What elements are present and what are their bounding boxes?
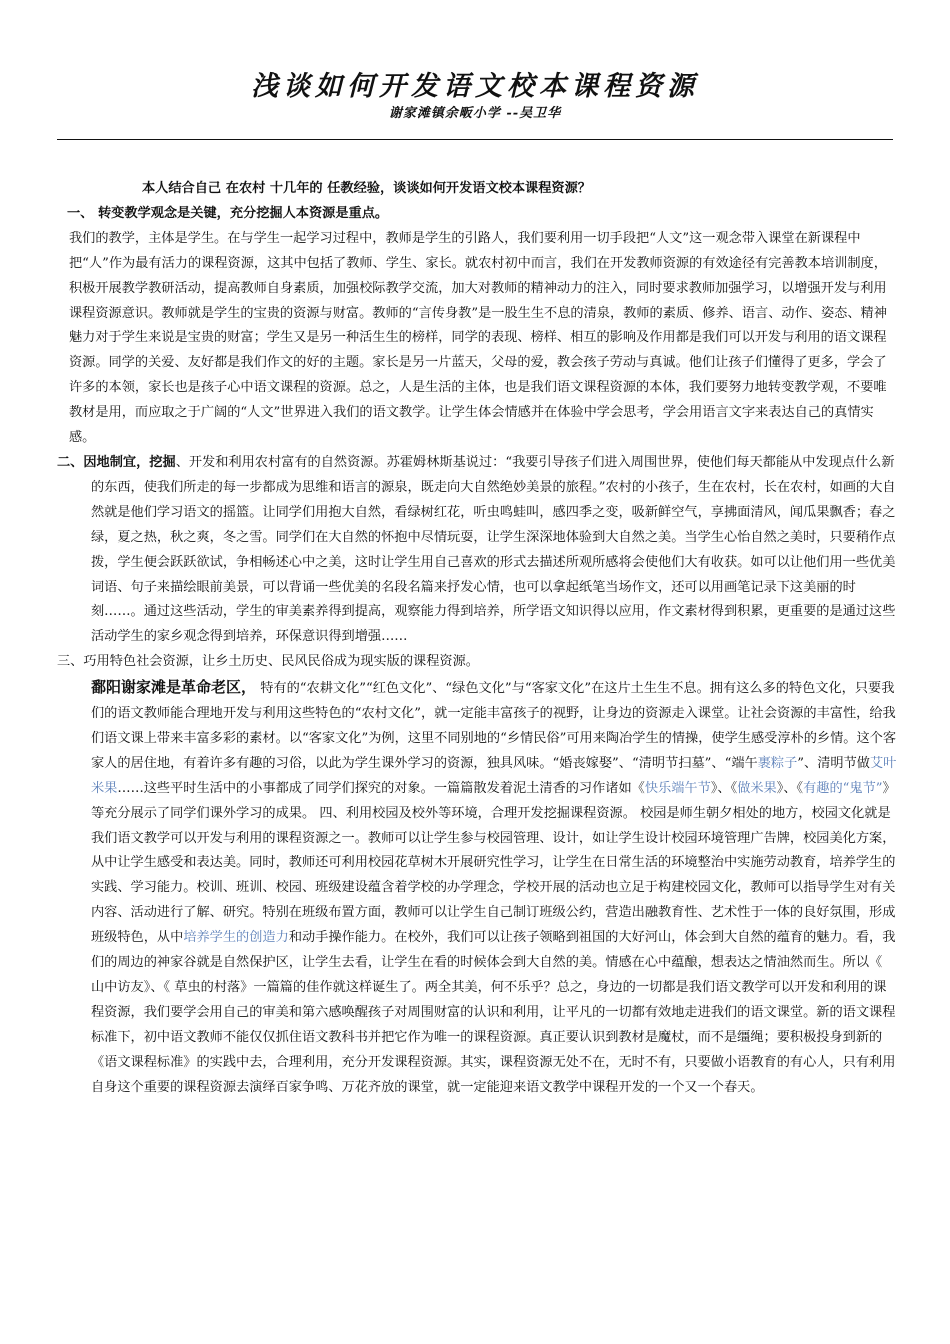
section-3-heading: 三、巧用特色社会资源，让乡土历史、民风民俗成为现实版的课程资源。 bbox=[57, 654, 479, 670]
link-duanwu-essay[interactable]: 快乐端午节 bbox=[644, 780, 711, 796]
section-2-bold-lead: 因地制宜，挖掘 bbox=[83, 454, 176, 470]
section-1-heading: 一、 转变教学观念是关键，充分挖掘人本资源是重点。 bbox=[67, 205, 389, 221]
section-3-paragraph bbox=[57, 675, 897, 1100]
section-3-text-3: ……这些平时生活中的小事都成了同学们探究的对象。一篇篇散发着泥土清香的习作诸如《 bbox=[117, 780, 645, 796]
section-1-paragraph: 我们的教学，主体是学生。在与学生一起学习过程中，教师是学生的引路人，我们要利用一切手段把“人文”这一观念带入课堂在新课程中把“人”作为最有活力的课程资源，这其中包括了教师、学生、家长。就农村初中而言，我们在开发教师资源的有效途径有完善教本培训制度，积极开展教学教研活动，提高教师自身素质，加强校际教学交流，加大对教师的精神动力的注入，同时要求教师加强学习，以增强开发与利用课程资源意识。教师就是学生的宝贵的资源与财富。教师的“言传身教”是一股生生不息的清泉，教师的素质、修养、语言、动作、姿态、精神魅力对于学生来说是宝贵的财富；学生又是另一种活生生的榜样，同学的表现、榜样、相互的影响及作用都是我们可以开发与利用的语文课程资源。同学的关爱、友好都是我们作文的好的主题。家长是另一片蓝天，父母的爱，教会孩子劳动与真诚。他们让孩子们懂得了更多，学会了许多的本领，家长也是孩子心中语文课程的资源。总之，人是生活的主体，也是我们语文课程资源的本体，我们要努力地转变教学观，不要唯教材是用，而应取之于广阔的“人文”世界进入我们的语文教学。让学生体会情感并在体验中学会思考，学会用语言文字来表达自己的真情实感。 bbox=[69, 230, 887, 446]
section-3-text-4: 》、《 bbox=[710, 780, 738, 796]
section-2-number: 二、 bbox=[57, 454, 84, 470]
intro-paragraph: 本人结合自己 在农村 十几年的 任教经验，谈谈如何开发语文校本课程资源？ bbox=[142, 181, 591, 196]
section-3-text-1: 特有的“农耕文化”“红色文化”、“绿色文化”与“客家文化”在这片土生生不息。拥有这么多的特色文化，只要我们的语文教师能合理地开发与利用这些特色的“农村文化”，就一定能丰富孩子的视野，让身边的资源走入课堂。让社会资源的丰富性，给我们语文课上带来丰富多彩的素材。以“客家文化”为例，这里不同别地的“乡情民俗”可用来陶冶学生的情操，使学生感受淳朴的乡情。这个客家人的居住地，有着许多有趣的习俗，以此为学生课外学习的资源，独具风味。“婚丧嫁娶”、“清明节扫墓”、“端午 bbox=[91, 681, 897, 771]
section-3-text-5: 》、《 bbox=[776, 780, 804, 796]
section-2-paragraph bbox=[57, 451, 897, 650]
link-miguo-essay[interactable]: 做米果 bbox=[737, 780, 777, 796]
link-guijie-essay[interactable]: 有趣的“鬼节” bbox=[803, 780, 883, 796]
section-3-text-2: ”、清明节做 bbox=[797, 755, 870, 771]
section-2-text: 、开发和利用农村富有的自然资源。苏霍姆林斯基说过：“我要引导孩子们进入周围世界，使他们每天都能从中发现点什么新的东西，使我们所走的每一步都成为思维和语言的源泉，既走向大自然绝妙美景的旅程。”农村的小孩子，生在农村，长在农村，如画的大自然就是他们学习语文的摇篮。让同学们用抱大自然，看绿树红花，听虫鸣蛙叫，感四季之变，吸新鲜空气，享拂面清风，闻瓜果飘香；春之绿，夏之热，秋之爽，冬之雪。同学们在大自然的怀抱中尽情玩耍，让学生深深地体验到大自然之美。当学生心怡自然之美时，只要稍作点拨，学生便会跃跃欲试，争相畅述心中之美，这时让学生用自己喜欢的形式去描述所观所感将会使他们大有收获。如可以让他们用一些优美词语、句子来描绘眼前美景，可以背诵一些优美的名段名篇来抒发心情，也可以拿起纸笔当场作文，还可以用画笔记录下这美丽的时刻……。通过这些活动，学生的审美素养得到提高，观察能力得到培养，所学语文知识得以应用，作文素材得到积累，更重要的是通过这些活动学生的家乡观念得到培养，环保意识得到增强…… bbox=[91, 454, 896, 645]
link-aiye-miguo[interactable]: 艾叶米果 bbox=[91, 755, 897, 796]
document-title: 浅谈如何开发语文校本课程资源 bbox=[251, 71, 699, 102]
title-divider bbox=[57, 139, 893, 140]
link-zongzi[interactable]: 裹粽子 bbox=[757, 755, 798, 771]
link-creativity[interactable]: 培养学生的创造力 bbox=[183, 930, 289, 946]
author-line: 谢家滩镇余畈小学 --吴卫华 bbox=[388, 106, 562, 121]
section-3-text-7: 和动手操作能力。在校外，我们可以让孩子领略到祖国的大好河山，体会到大自然的蕴育的魅力。看，我们的周边的神家谷就是自然保护区，让学生去看，让学生在看的时候体会到大自然的美。情感在心中蕴酿，想表达之情油然而生。所以《 山中访友》、《 草虫的村落》一篇篇的佳作就这样诞生了。两全其美，何不乐乎？总之，身边的一切都是我们语文教学可以开发和利用的课程资源，我们要学会用自己的审美和第六感唤醒孩子对周围财富的认识和利用，让平凡的一切都有效地走进我们的语文课堂。新的语文课程标准下，初中语文教师不能仅仅抓住语文教科书并把它作为唯一的课程资源。真正要认识到教材是魔杖，而不是缰绳；要积极投身到新的《语文课程标准》的实践中去，合理利用，充分开发课程资源。其实，课程资源无处不在，无时不有，只要做小语教育的有心人，只有利用自身这个重要的课程资源去演绎百家争鸣、万花齐放的课堂，就一定能迎来语文教学中课程开发的一个又一个春天。 bbox=[91, 930, 896, 1095]
section-3-text-6: 》等充分展示了同学们课外学习的成果。 四、利用校园及校外等环境，合理开发挖掘课程资源。 校园是师生朝夕相处的地方，校园文化就是我们语文教学可以开发与利用的课程资源之一。教师可以让学生参与校园管理、设计，如让学生设计校园环境管理广告牌，校园美化方案，从中让学生感受和表达美。同时，教师还可利用校园花草树木开展研究性学习，让学生在日常生活的环境整治中实施劳动教育，培养学生的实践、学习能力。校训、班训、校园、班级建设蕴含着学校的办学理念，学校开展的活动也立足于构建校园文化，教师可以指导学生对有关内容、活动进行了解、研究。特别在班级布置方面，教师可以让学生自己制订班级公约，营造出融教育性、艺术性于一体的良好氛围，形成班级特色，从中 bbox=[91, 780, 896, 946]
article-body bbox=[57, 177, 897, 1101]
section-3-lead: 鄱阳谢家滩是革命老区， bbox=[91, 678, 257, 697]
